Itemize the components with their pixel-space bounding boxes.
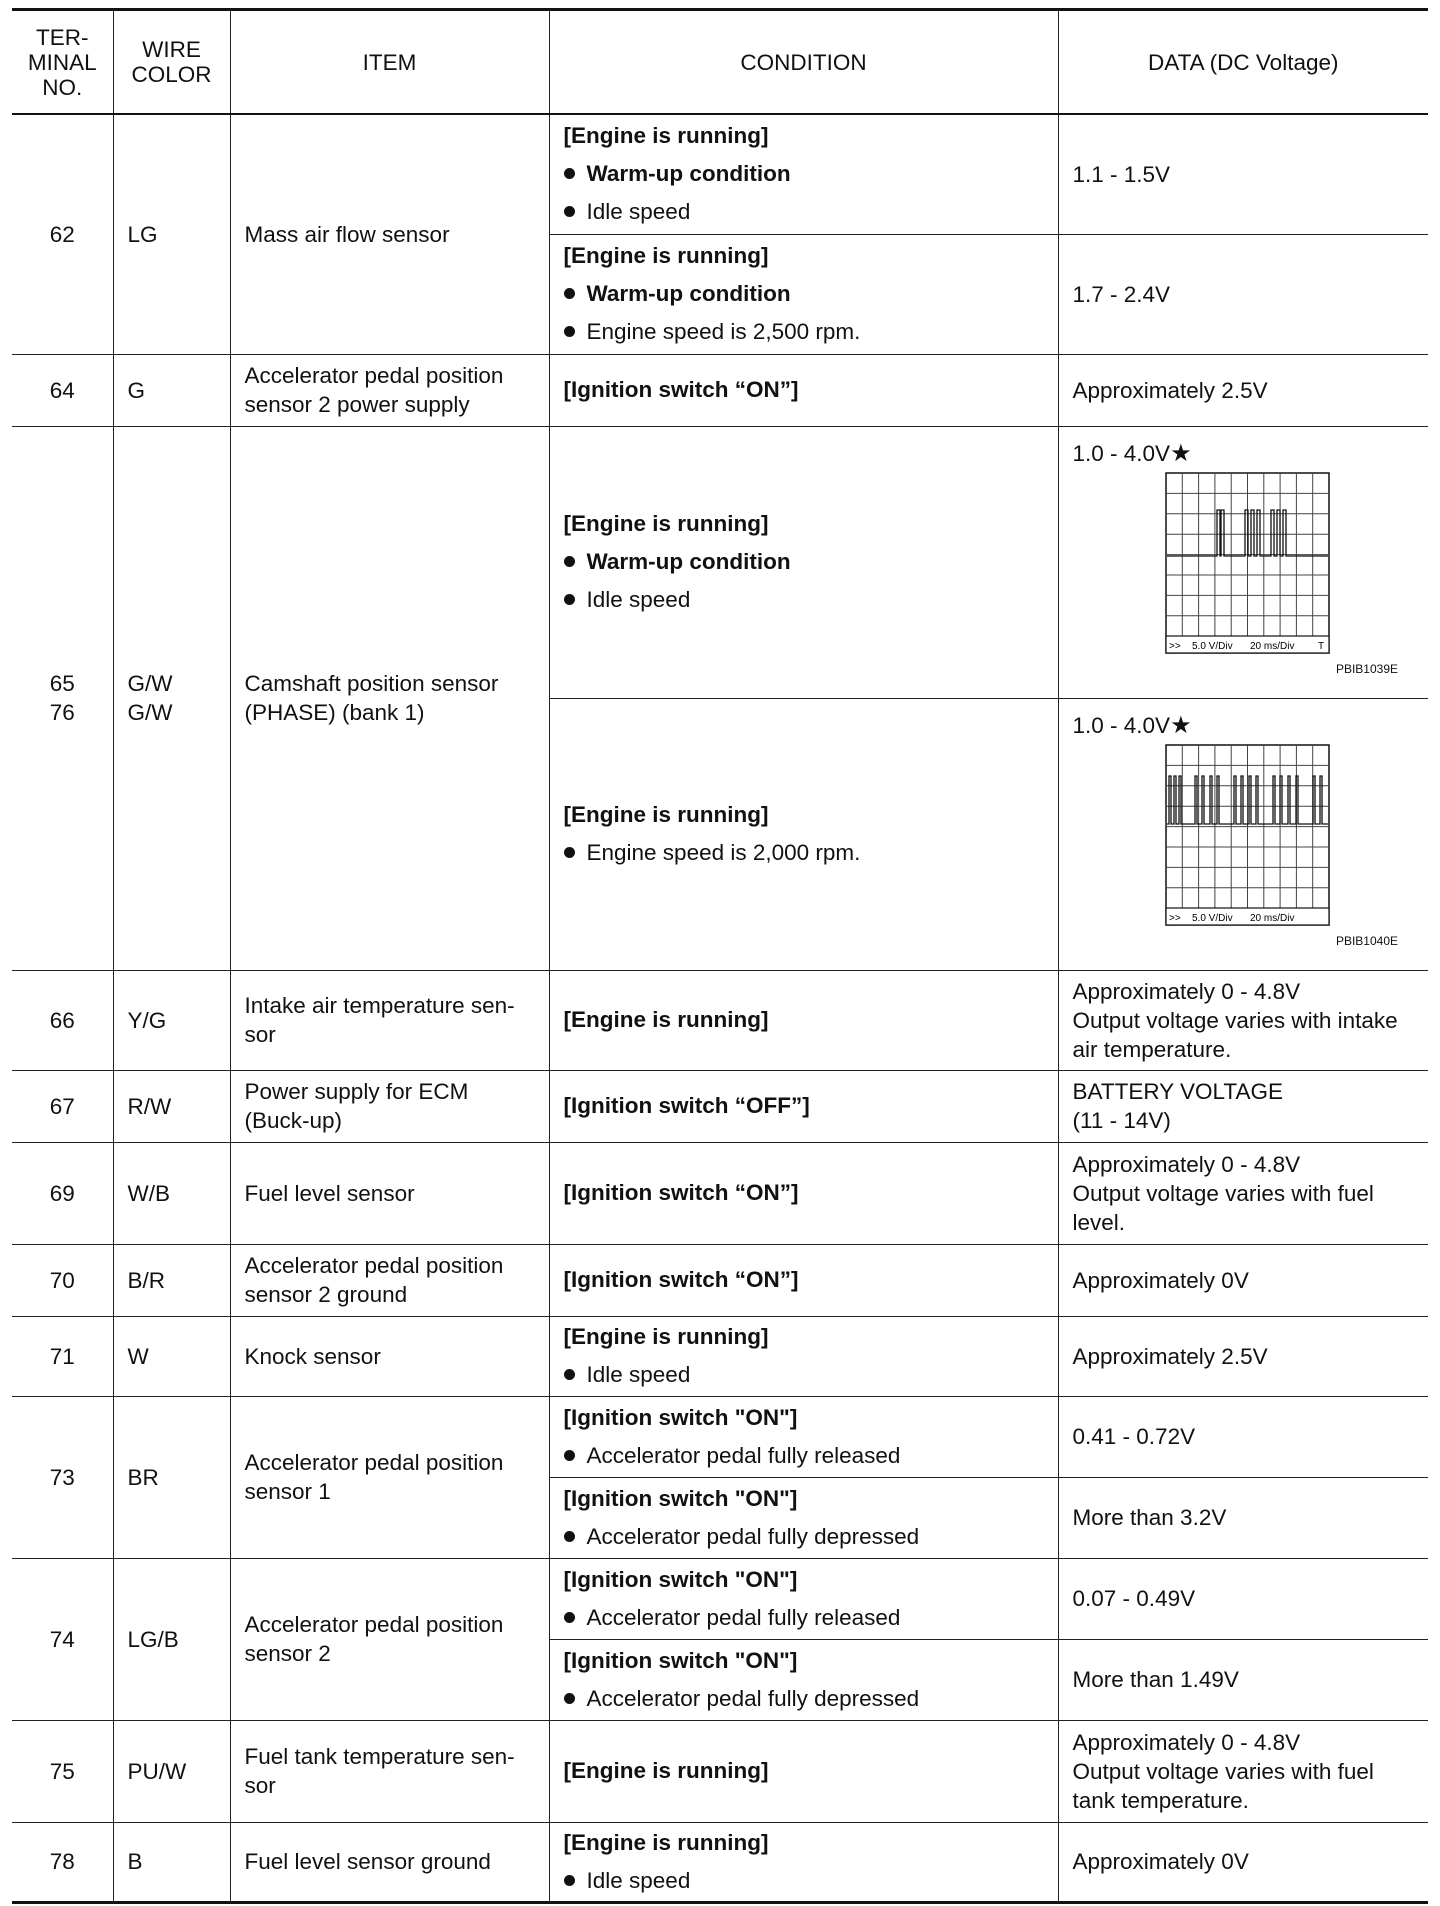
header-terminal: TER- MINAL NO. xyxy=(12,10,113,115)
condition-cell: [Ignition switch "ON"] Accelerator pedal fully depressed xyxy=(549,1639,1058,1720)
bullet-icon xyxy=(564,1531,575,1542)
ecm-terminal-table-page xyxy=(12,8,1428,1904)
condition-cell: [Ignition switch "ON"] Accelerator pedal fully depressed xyxy=(549,1477,1058,1558)
data-cell: BATTERY VOLTAGE (11 - 14V) xyxy=(1058,1070,1428,1142)
data-cell: 1.0 - 4.0V★ >> 5.0 V/Div 20 ms/Div T PBIB1039E xyxy=(1058,426,1428,698)
bullet-icon xyxy=(564,556,575,567)
wire-color-cell: Y/G xyxy=(113,970,230,1070)
table-row xyxy=(12,354,1428,426)
scope-footer xyxy=(1166,908,1329,925)
scope-volt-label: 5.0 V/Div xyxy=(1191,912,1233,924)
header-wire-color: WIRE COLOR xyxy=(113,10,230,115)
terminal-cell: 64 xyxy=(12,354,113,426)
item-cell: Knock sensor xyxy=(230,1316,549,1396)
terminal-cell: 75 xyxy=(12,1720,113,1822)
data-cell: Approximately 0 - 4.8V Output voltage varies with fuel level. xyxy=(1058,1142,1428,1244)
scope-volt-label: 5.0 V/Div xyxy=(1191,640,1233,652)
table-row xyxy=(12,1244,1428,1316)
table-row xyxy=(12,1558,1428,1639)
condition-cell: [Engine is running] xyxy=(549,970,1058,1070)
scope-time-label: 20 ms/Div xyxy=(1249,912,1294,924)
data-cell: 1.1 - 1.5V xyxy=(1058,114,1428,234)
ecm-terminal-table xyxy=(12,8,1428,1904)
table-row xyxy=(12,1142,1428,1244)
scope-trigger-label: T xyxy=(1317,640,1324,652)
figure-code: PBIB1039E xyxy=(1335,661,1398,676)
bullet-icon xyxy=(564,326,575,337)
item-cell: Accelerator pedal position sensor 2 xyxy=(230,1558,549,1720)
condition-cell: [Engine is running] Warm-up condition Engine speed is 2,500 rpm. xyxy=(549,234,1058,354)
table-row xyxy=(12,1720,1428,1822)
terminal-cell: 62 xyxy=(12,114,113,354)
item-cell: Fuel level sensor ground xyxy=(230,1822,549,1902)
table-row xyxy=(12,1822,1428,1902)
wire-color-cell: B/R xyxy=(113,1244,230,1316)
scope-time-label: 20 ms/Div xyxy=(1249,640,1294,652)
bullet-icon xyxy=(564,847,575,858)
scope-arrow-label: >> xyxy=(1168,640,1181,652)
scope-footer xyxy=(1166,636,1329,653)
condition-cell: [Ignition switch "ON"] Accelerator pedal fully released xyxy=(549,1396,1058,1477)
item-cell: Power supply for ECM (Buck-up) xyxy=(230,1070,549,1142)
header-item: ITEM xyxy=(230,10,549,115)
bullet-icon xyxy=(564,1612,575,1623)
item-cell: Accelerator pedal position sensor 2 power supply xyxy=(230,354,549,426)
condition-cell: [Engine is running] Idle speed xyxy=(549,1822,1058,1902)
item-cell: Fuel level sensor xyxy=(230,1142,549,1244)
condition-cell: [Ignition switch “OFF”] xyxy=(549,1070,1058,1142)
wire-color-cell: W xyxy=(113,1316,230,1396)
condition-cell: [Ignition switch “ON”] xyxy=(549,354,1058,426)
terminal-cell: 67 xyxy=(12,1070,113,1142)
item-cell: Accelerator pedal position sensor 2 ground xyxy=(230,1244,549,1316)
condition-cell: [Ignition switch "ON"] Accelerator pedal fully released xyxy=(549,1558,1058,1639)
wire-color-cell: LG/B xyxy=(113,1558,230,1720)
terminal-cell: 78 xyxy=(12,1822,113,1902)
table-row xyxy=(12,426,1428,698)
wire-color-cell: B xyxy=(113,1822,230,1902)
star-icon: ★ xyxy=(1170,439,1192,467)
data-cell: 0.41 - 0.72V xyxy=(1058,1396,1428,1477)
condition-cell: [Engine is running] Engine speed is 2,000 rpm. xyxy=(549,698,1058,970)
terminal-cell: 73 xyxy=(12,1396,113,1558)
table-row xyxy=(12,1070,1428,1142)
condition-cell: [Engine is running] xyxy=(549,1720,1058,1822)
condition-cell: [Ignition switch “ON”] xyxy=(549,1244,1058,1316)
table-row xyxy=(12,114,1428,234)
wire-color-cell: G xyxy=(113,354,230,426)
bullet-icon xyxy=(564,1450,575,1461)
bullet-icon xyxy=(564,1693,575,1704)
oscilloscope-waveform-2000rpm xyxy=(1165,744,1330,926)
bullet-icon xyxy=(564,168,575,179)
data-cell: Approximately 2.5V xyxy=(1058,354,1428,426)
wire-color-cell: W/B xyxy=(113,1142,230,1244)
wire-color-cell: BR xyxy=(113,1396,230,1558)
item-cell: Accelerator pedal position sensor 1 xyxy=(230,1396,549,1558)
bullet-icon xyxy=(564,1875,575,1886)
data-cell: 1.0 - 4.0V★ >> 5.0 V/Div 20 ms/Div PBIB1040E xyxy=(1058,698,1428,970)
condition-cell: [Ignition switch “ON”] xyxy=(549,1142,1058,1244)
bullet-icon xyxy=(564,206,575,217)
scope-arrow-label: >> xyxy=(1168,912,1181,924)
header-condition: CONDITION xyxy=(549,10,1058,115)
data-cell: 0.07 - 0.49V xyxy=(1058,1558,1428,1639)
wire-color-cell: R/W xyxy=(113,1070,230,1142)
table-row xyxy=(12,970,1428,1070)
condition-cell: [Engine is running] Idle speed xyxy=(549,1316,1058,1396)
data-cell: Approximately 2.5V xyxy=(1058,1316,1428,1396)
data-cell: Approximately 0V xyxy=(1058,1822,1428,1902)
item-cell: Fuel tank temperature sen- sor xyxy=(230,1720,549,1822)
terminal-cell: 71 xyxy=(12,1316,113,1396)
terminal-cell: 65 76 xyxy=(12,426,113,970)
data-cell: Approximately 0 - 4.8V Output voltage varies with fuel tank temperature. xyxy=(1058,1720,1428,1822)
item-cell: Intake air temperature sen- sor xyxy=(230,970,549,1070)
table-row xyxy=(12,1396,1428,1477)
item-cell: Camshaft position sensor (PHASE) (bank 1) xyxy=(230,426,549,970)
header-row xyxy=(12,10,1428,115)
terminal-cell: 69 xyxy=(12,1142,113,1244)
oscilloscope-waveform-idle xyxy=(1165,472,1330,654)
data-cell: 1.7 - 2.4V xyxy=(1058,234,1428,354)
condition-cell: [Engine is running] Warm-up condition Idle speed xyxy=(549,114,1058,234)
table-row xyxy=(12,1316,1428,1396)
wire-color-cell: PU/W xyxy=(113,1720,230,1822)
bullet-icon xyxy=(564,1369,575,1380)
wire-color-cell: LG xyxy=(113,114,230,354)
header-data: DATA (DC Voltage) xyxy=(1058,10,1428,115)
bullet-icon xyxy=(564,594,575,605)
condition-cell: [Engine is running] Warm-up condition Idle speed xyxy=(549,426,1058,698)
terminal-cell: 74 xyxy=(12,1558,113,1720)
item-cell: Mass air flow sensor xyxy=(230,114,549,354)
data-cell: Approximately 0V xyxy=(1058,1244,1428,1316)
bullet-icon xyxy=(564,288,575,299)
wire-color-cell: G/W G/W xyxy=(113,426,230,970)
data-cell: Approximately 0 - 4.8V Output voltage varies with intake air temperature. xyxy=(1058,970,1428,1070)
star-icon: ★ xyxy=(1170,711,1192,739)
data-cell: More than 1.49V xyxy=(1058,1639,1428,1720)
figure-code: PBIB1040E xyxy=(1335,933,1398,948)
terminal-cell: 66 xyxy=(12,970,113,1070)
data-cell: More than 3.2V xyxy=(1058,1477,1428,1558)
terminal-cell: 70 xyxy=(12,1244,113,1316)
